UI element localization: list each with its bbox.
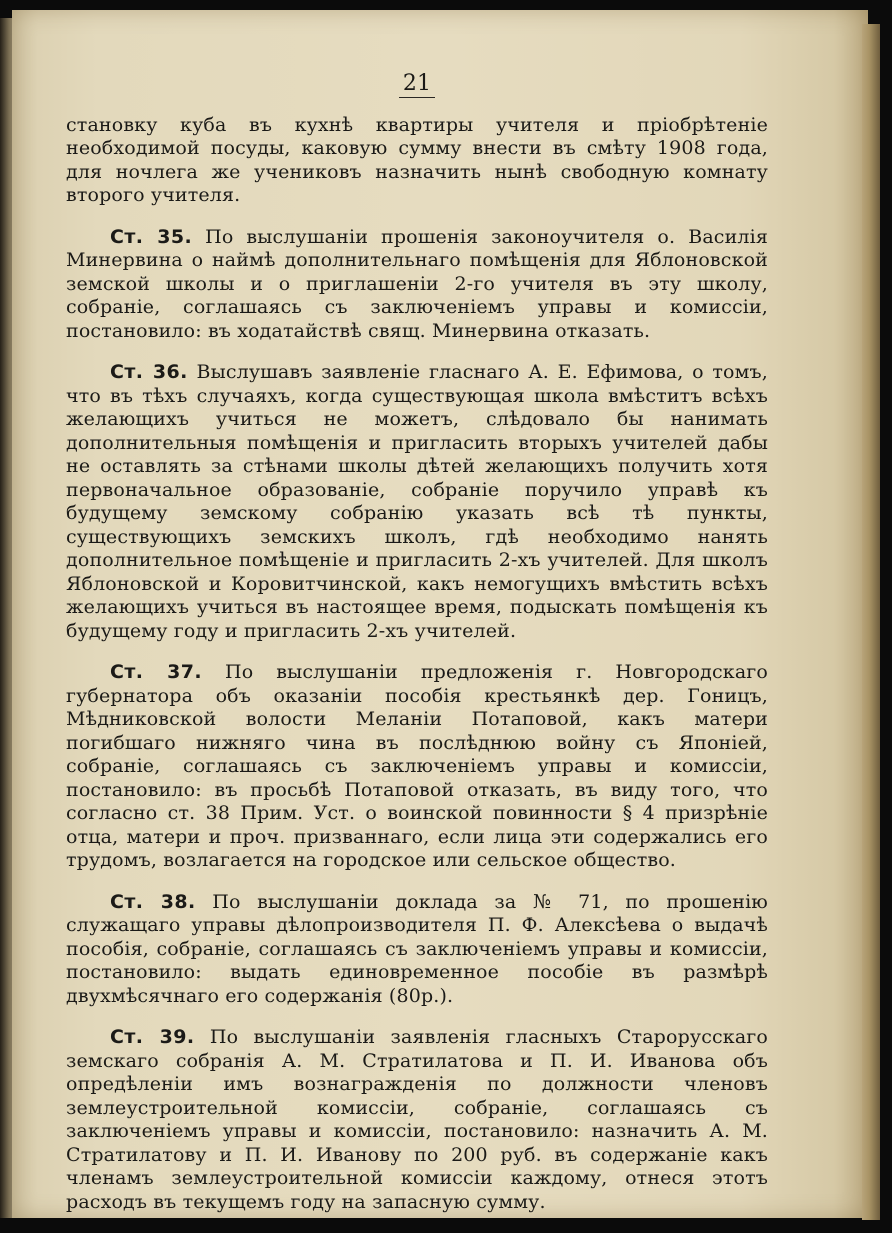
article-number: Ст. 35. — [110, 225, 193, 248]
article-number: Ст. 38. — [110, 890, 196, 913]
paragraph-intro — [66, 114, 768, 208]
paragraph-text: По выслушаніи заявленія гласныхъ Старорусскаго земскаго собранія А. М. Стратилатова и П. И. Иванова объ опредѣленіи имъ вознагражденія по должности членовъ землеустроительной комиссіи, собраніе, соглашаясь съ заключеніемъ управы и комиссіи, постановило: назначить А. М. Стратилатову и П. И. Иванову по 200 руб. въ содержаніе какъ членамъ землеустроительной комиссіи каждому, отнеся этотъ расходъ въ текущемъ году на запасную сумму. — [66, 1026, 768, 1213]
page-content — [66, 72, 768, 1232]
article-number: Ст. 36. — [110, 361, 188, 383]
paragraph-text: По выслушаніи прошенія законоучителя о. Василія Минервина о наймѣ дополнительнаго помѣщенія для Яблоновской земской школы и о приглашеніи 2-го учителя въ эту школу, собраніе, соглашаясь съ заключеніемъ управы и комиссіи, постановило: въ ходатайствѣ свящ. Минервина отказать. — [66, 225, 768, 342]
page-number-text: 21 — [399, 72, 435, 98]
paragraph-st35 — [66, 226, 768, 344]
paragraph-text: По выслушаніи предложенія г. Новгородскаго губернатора объ оказаніи пособія крестьянкѣ дер. Гоницъ, Мѣдниковской волости Меланіи Потаповой, какъ матери погибшаго нижняго чина въ послѣднюю войну съ Японіей, собраніе, соглашаясь съ заключеніемъ управы и комиссіи, постановило: въ просьбѣ Потаповой отказать, въ виду того, что согласно ст. 38 Прим. Уст. о воинской повинности § 4 призрѣніе отца, матери и проч. призваннаго, если лица эти содержались его трудомъ, возлагается на городское или сельское общество. — [66, 661, 768, 871]
paragraph-text: Выслушавъ заявленіе гласнаго А. Е. Ефимова, о томъ, что въ тѣхъ случаяхъ, когда существующая школа вмѣститъ всѣхъ желающихъ учиться не можетъ, слѣдовало бы нанимать дополнительныя помѣщенія и пригласить вторыхъ учителей дабы не оставлять за стѣнами школы дѣтей желающихъ получить хотя первоначальное образованіе, собраніе поручило управѣ къ будущему земскому собранію указать всѣ тѣ пункты, существующихъ земскихъ школъ, гдѣ необходимо нанять дополнительное помѣщеніе и пригласить 2-хъ учителей. Для школъ Яблоновской и Коровитчинской, какъ немогущихъ вмѣстить всѣхъ желающихъ учиться въ настоящее время, подыскать помѣщенія къ будущему году и пригласить 2-хъ учителей. — [66, 361, 768, 642]
article-number: Ст. 39. — [110, 1026, 195, 1048]
page-right-edge — [862, 24, 880, 1220]
paragraph-st37 — [66, 661, 768, 873]
article-number: Ст. 37. — [110, 661, 203, 683]
paragraph-st36 — [66, 361, 768, 643]
paragraph-text: становку куба въ кухнѣ квартиры учителя и пріобрѣтеніе необходимой посуды, каковую сумму внести въ смѣту 1908 года, для ночлега же учениковъ назначить нынѣ свободную комнату второго учителя. — [66, 113, 768, 206]
paragraph-text: По выслушаніи доклада за № 71, по прошенію служащаго управы дѣлопроизводителя П. Ф. Алексѣева о выдачѣ пособія, собраніе, соглашаясь съ заключеніемъ управы и комиссіи, постановило: выдать единовременное пособіе въ размѣрѣ двухмѣсячнаго его содержанія (80р.). — [66, 890, 768, 1007]
page-number — [66, 72, 768, 98]
paragraph-st38 — [66, 891, 768, 1009]
paragraph-st39 — [66, 1026, 768, 1214]
